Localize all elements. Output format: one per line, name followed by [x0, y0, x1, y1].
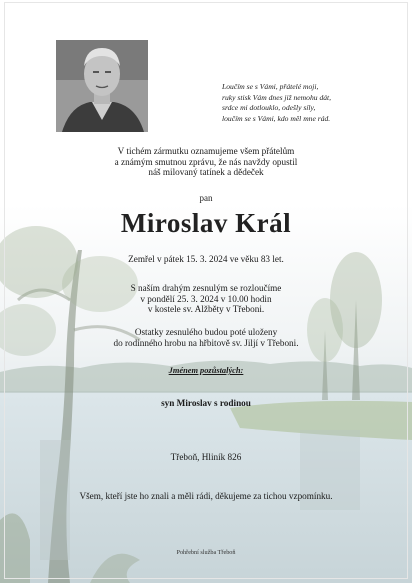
intro-line: V tichém zármutku oznamujeme všem přátelům — [117, 146, 295, 156]
deceased-name: Miroslav Král — [120, 208, 292, 238]
burial-line: do rodinného hrobu na hřbitově sv. Jiljí v Třeboni. — [113, 337, 299, 348]
intro-line: náš milovaný tatínek a dědeček — [148, 167, 264, 178]
mourners: syn Miroslav s rodinou — [161, 398, 251, 408]
funeral-service-name: Pohřební služba Třeboň — [176, 549, 236, 556]
intro-line: a známým smutnou zprávu, že nás navždy opustil — [114, 156, 298, 167]
poem-line: loučím se s Vámi, kdo měl mne rád. — [222, 113, 331, 123]
poem-line: srdce mi dotlouklo, odešly síly, — [222, 103, 316, 113]
burial-details — [0, 327, 412, 348]
announcement-intro — [0, 146, 412, 178]
thanks-note: Všem, kteří jste ho znali a měli rádi, děkujeme za tichou vzpomínku. — [79, 491, 333, 501]
funeral-line: v pondělí 25. 3. 2024 v 10.00 hodin — [140, 293, 272, 304]
funeral-line: v kostele sv. Alžběty v Třeboni. — [147, 304, 265, 315]
portrait-photo — [56, 40, 148, 132]
death-notice: Zemřel v pátek 15. 3. 2024 ve věku 83 let. — [128, 254, 284, 264]
poem-line: ruky stisk Vám dnes již nemohu dát, — [222, 92, 332, 102]
title-prefix: pan — [199, 193, 213, 203]
address: Třeboň, Hliník 826 — [170, 452, 242, 462]
on-behalf-label: Jménem pozůstalých: — [168, 366, 244, 375]
poem-line: Loučím se s Vámi, přátelé moji, — [222, 82, 319, 91]
funeral-line: S naším drahým zesnulým se rozloučíme — [130, 283, 282, 293]
burial-line: Ostatky zesnulého budou poté uloženy — [134, 327, 278, 337]
funeral-details — [0, 283, 412, 315]
farewell-poem — [222, 82, 402, 124]
